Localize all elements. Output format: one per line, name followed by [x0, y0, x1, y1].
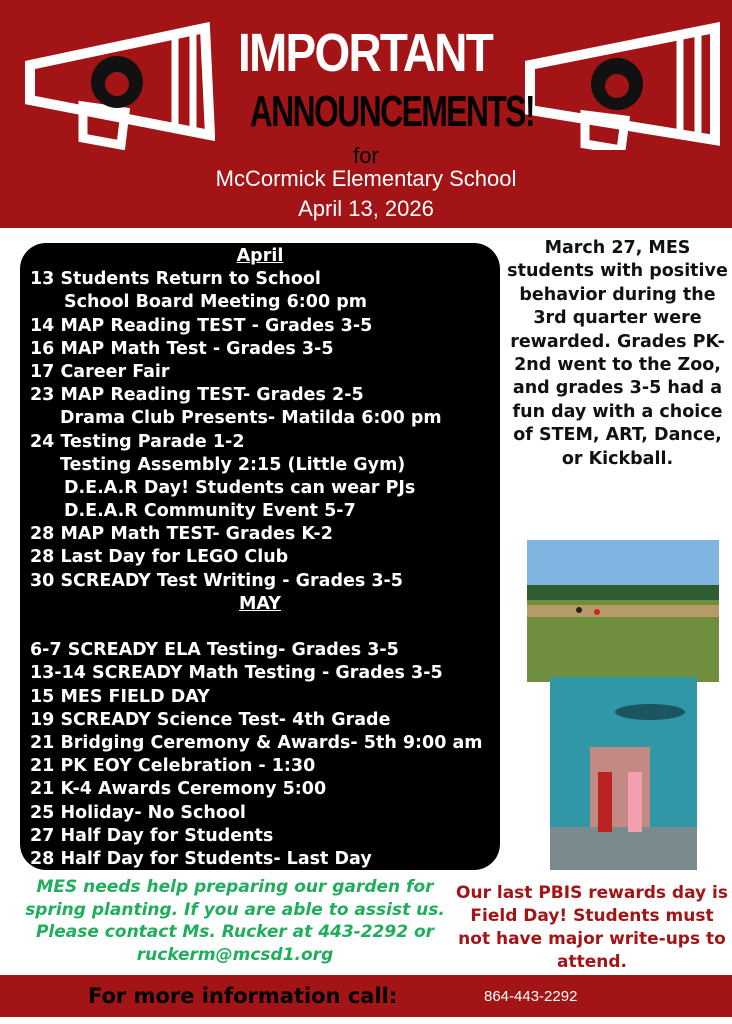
calendar-item: 6-7 SCREADY ELA Testing- Grades 3-5 [30, 640, 399, 661]
title-announcements: ANNOUNCEMENTS! [249, 87, 535, 136]
calendar-item: 16 MAP Math Test - Grades 3-5 [30, 338, 334, 359]
aquarium-photo [550, 677, 697, 870]
calendar-item: School Board Meeting 6:00 pm [64, 292, 367, 313]
calendar-item: 13 Students Return to School [30, 269, 321, 290]
calendar-item: 30 SCREADY Test Writing - Grades 3-5 [30, 570, 403, 591]
calendar-item: 21 K-4 Awards Ceremony 5:00 [30, 779, 327, 800]
calendar-item: 15 MES FIELD DAY [30, 686, 210, 707]
calendar-item: 21 PK EOY Celebration - 1:30 [30, 756, 316, 777]
calendar-item: 17 Career Fair [30, 361, 170, 382]
calendar-item: 21 Bridging Ceremony & Awards- 5th 9:00 am [30, 732, 483, 753]
school-name: McCormick Elementary School [215, 166, 517, 191]
calendar-item: D.E.A.R Community Event 5-7 [64, 501, 356, 522]
header-banner [0, 0, 732, 228]
rewards-day-note: Our last PBIS rewards day is Field Day! Students must not have major write-ups to attend. [456, 883, 728, 972]
calendar-item: 23 MAP Reading TEST- Grades 2-5 [30, 385, 364, 406]
month-heading: April [236, 246, 284, 266]
pbis-note: March 27, MES students with positive behavior during the 3rd quarter were rewarded. Grades PK-2nd went to the Zoo, and grades 3-5 had a fun day with a choice of STEM, ART, Dance, or Kickball. [507, 238, 728, 469]
calendar-item: 27 Half Day for Students [30, 825, 274, 846]
megaphone-icon-left [25, 20, 215, 150]
garden-help-note: MES needs help preparing our garden for spring planting. If you are able to assist us. Please contact Ms. Rucker at 443-2292 or ruckerm@mcsd1.org [25, 877, 445, 965]
calendar-item: 25 Holiday- No School [30, 802, 246, 823]
calendar-item: 19 SCREADY Science Test- 4th Grade [30, 709, 391, 730]
title-important: IMPORTANT [237, 23, 493, 83]
calendar-item: 28 Half Day for Students- Last Day [30, 848, 372, 869]
announcement-date: April 13, 2026 [298, 196, 434, 221]
calendar-item: 28 MAP Math TEST- Grades K-2 [30, 524, 333, 545]
calendar-item [20, 616, 500, 639]
calendar-box [20, 243, 500, 870]
footer-label: For more information call: [88, 984, 398, 1008]
calendar-item: Testing Assembly 2:15 (Little Gym) [60, 454, 406, 475]
calendar-item: Drama Club Presents- Matilda 6:00 pm [60, 408, 442, 429]
calendar-item: D.E.A.R Day! Students can wear PJs [64, 477, 416, 498]
field-day-photo [527, 540, 719, 682]
footer-bar [0, 975, 732, 1017]
footer-phone[interactable]: 864-443-2292 [484, 988, 578, 1005]
calendar-item: 14 MAP Reading TEST - Grades 3-5 [30, 315, 373, 336]
calendar-item: 13-14 SCREADY Math Testing - Grades 3-5 [30, 663, 443, 684]
calendar-item: 24 Testing Parade 1-2 [30, 431, 245, 452]
calendar-item: 28 Last Day for LEGO Club [30, 547, 289, 568]
month-heading: MAY [239, 593, 281, 614]
megaphone-icon-right [525, 20, 725, 150]
subtitle-for: for [353, 143, 379, 168]
